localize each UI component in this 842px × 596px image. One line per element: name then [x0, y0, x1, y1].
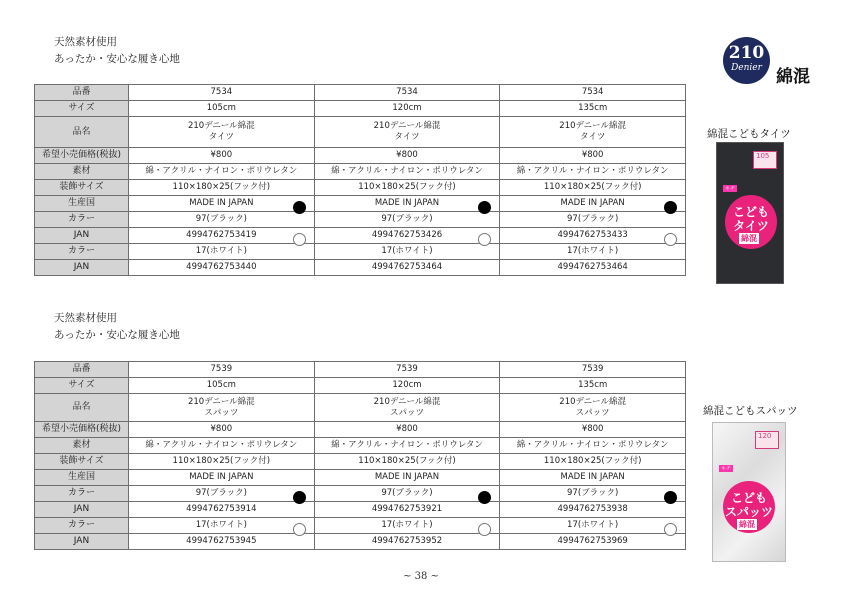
- cell-origin: [500, 196, 686, 212]
- cell-item-no: 7539: [314, 362, 500, 378]
- name-line1: 210デニール綿混: [187, 121, 255, 131]
- cell-color1: 97(ブラック): [314, 212, 500, 228]
- section1-spec-table: [34, 84, 686, 276]
- cell-size: 135cm: [500, 101, 686, 117]
- cell-jan1: [314, 228, 500, 244]
- row-packaging: [35, 180, 686, 196]
- cell-jan2: 4994762753969: [500, 534, 686, 550]
- row-price: [35, 422, 686, 438]
- row-jan1: [35, 502, 686, 518]
- cell-color1: [500, 486, 686, 502]
- row-name: [35, 117, 686, 148]
- cell-jan1: [500, 228, 686, 244]
- cell-material: 綿・アクリル・ナイロン・ポリウレタン: [314, 438, 500, 454]
- cell-name: [129, 117, 315, 148]
- cell-material: 綿・アクリル・ナイロン・ポリウレタン: [129, 438, 315, 454]
- row-item-no: [35, 85, 686, 101]
- label-material: 素材: [35, 438, 129, 454]
- cell-price: ¥800: [500, 148, 686, 164]
- cell-item-no: 7539: [500, 362, 686, 378]
- label-jan2: JAN: [35, 534, 129, 550]
- cell-jan2: 4994762753464: [314, 260, 500, 276]
- section1-intro-line2: あったか・安心な履き心地: [54, 53, 180, 65]
- label-color1: カラー: [35, 486, 129, 502]
- row-jan2: [35, 534, 686, 550]
- package-title3: 綿混: [739, 520, 755, 529]
- origin-text: MADE IN JAPAN: [189, 198, 254, 208]
- package-size-tag: 105: [753, 151, 777, 169]
- cell-jan1: 4994762753938: [500, 502, 686, 518]
- cell-packaging: 110×180×25(フック付): [500, 180, 686, 196]
- section2-product-image: [712, 422, 786, 562]
- cell-color2: [500, 518, 686, 534]
- cell-name: [500, 117, 686, 148]
- cell-name: [129, 394, 315, 422]
- package-logo: [723, 481, 775, 533]
- cell-color2: [129, 518, 315, 534]
- cell-jan2: 4994762753945: [129, 534, 315, 550]
- cell-color2: [314, 518, 500, 534]
- cell-color1: 97(ブラック): [500, 212, 686, 228]
- label-item-no: 品番: [35, 85, 129, 101]
- cell-origin: MADE IN JAPAN: [129, 470, 315, 486]
- cell-jan1: 4994762753921: [314, 502, 500, 518]
- cell-size: 135cm: [500, 378, 686, 394]
- cell-name: [314, 117, 500, 148]
- cell-price: ¥800: [314, 148, 500, 164]
- row-size: [35, 378, 686, 394]
- row-name: [35, 394, 686, 422]
- row-material: [35, 164, 686, 180]
- origin-text: MADE IN JAPAN: [374, 198, 440, 208]
- row-material: [35, 438, 686, 454]
- row-size: [35, 101, 686, 117]
- section2-intro: [54, 310, 180, 344]
- cell-origin: [314, 196, 500, 212]
- cell-size: 120cm: [314, 378, 500, 394]
- row-price: [35, 148, 686, 164]
- label-price: 希望小売価格(税抜): [35, 148, 129, 164]
- section1-product-image: [716, 142, 784, 284]
- label-item-no: 品番: [35, 362, 129, 378]
- package-size-tag: 120: [755, 431, 779, 449]
- page-number: ~ 38 ~: [403, 571, 439, 582]
- cell-material: 綿・アクリル・ナイロン・ポリウレタン: [129, 164, 315, 180]
- cell-packaging: 110×180×25(フック付): [314, 454, 500, 470]
- cell-color2: 17(ホワイト): [314, 244, 500, 260]
- package-brand: キチ: [721, 466, 732, 472]
- section1-intro: [54, 34, 180, 68]
- cell-material: 綿・アクリル・ナイロン・ポリウレタン: [500, 164, 686, 180]
- cell-name: [314, 394, 500, 422]
- label-color1: カラー: [35, 212, 129, 228]
- name-line1: 210デニール綿混: [187, 396, 255, 407]
- section2-intro-line2: あったか・安心な履き心地: [54, 329, 180, 341]
- cell-name: [500, 394, 686, 422]
- cell-origin: [129, 196, 315, 212]
- cell-size: 120cm: [314, 101, 500, 117]
- origin-text: MADE IN JAPAN: [560, 198, 625, 208]
- section2-spec-table: [34, 361, 686, 550]
- color-text: 97(ブラック): [195, 488, 247, 498]
- label-origin: 生産国: [35, 470, 129, 486]
- package-title1: こども: [730, 491, 767, 505]
- package-brand: キチ: [725, 186, 736, 192]
- row-color2: [35, 518, 686, 534]
- row-origin: [35, 196, 686, 212]
- label-packaging: 装飾サイズ: [35, 454, 129, 470]
- label-origin: 生産国: [35, 196, 129, 212]
- label-jan2: JAN: [35, 260, 129, 276]
- row-color2: [35, 244, 686, 260]
- jan-text: 4994762753426: [371, 230, 443, 240]
- row-item-no: [35, 362, 686, 378]
- cell-packaging: 110×180×25(フック付): [500, 454, 686, 470]
- row-color1: [35, 212, 686, 228]
- cell-item-no: 7534: [314, 85, 500, 101]
- jan-text: 4994762753419: [186, 230, 257, 240]
- name-line2: タイツ: [208, 132, 234, 142]
- cell-color1: [314, 486, 500, 502]
- name-line1: 210デニール綿混: [373, 121, 441, 131]
- label-color2: カラー: [35, 518, 129, 534]
- name-line2: タイツ: [394, 132, 420, 142]
- cell-jan2: 4994762753440: [129, 260, 315, 276]
- cell-price: ¥800: [500, 422, 686, 438]
- name-line2: スパッツ: [204, 407, 239, 418]
- label-price: 希望小売価格(税抜): [35, 422, 129, 438]
- cell-color2: 17(ホワイト): [129, 244, 315, 260]
- cell-color2: 17(ホワイト): [500, 244, 686, 260]
- color-text: 17(ホワイト): [195, 520, 247, 530]
- name-line1: 210デニール綿混: [559, 121, 627, 131]
- jan-text: 4994762753433: [557, 230, 628, 240]
- row-packaging: [35, 454, 686, 470]
- name-line2: スパッツ: [389, 407, 424, 418]
- denier-unit: Denier: [731, 63, 762, 73]
- package-title2: タイツ: [733, 219, 769, 233]
- cell-price: ¥800: [314, 422, 500, 438]
- cell-material: 綿・アクリル・ナイロン・ポリウレタン: [500, 438, 686, 454]
- row-jan2: [35, 260, 686, 276]
- cell-jan2: 4994762753464: [500, 260, 686, 276]
- package-title2: スパッツ: [724, 505, 773, 519]
- cell-price: ¥800: [129, 422, 315, 438]
- cell-item-no: 7539: [129, 362, 315, 378]
- row-origin: [35, 470, 686, 486]
- cell-packaging: 110×180×25(フック付): [314, 180, 500, 196]
- row-color1: [35, 486, 686, 502]
- denier-badge: [723, 37, 770, 84]
- cell-jan1: 4994762753914: [129, 502, 315, 518]
- package-title1: こども: [732, 205, 769, 219]
- cell-origin: MADE IN JAPAN: [500, 470, 686, 486]
- label-packaging: 装飾サイズ: [35, 180, 129, 196]
- color-text: 17(ホワイト): [381, 520, 433, 530]
- name-line1: 210デニール綿混: [373, 396, 441, 407]
- label-material: 素材: [35, 164, 129, 180]
- section1-intro-line1: 天然素材使用: [54, 36, 117, 48]
- cell-jan2: 4994762753952: [314, 534, 500, 550]
- cell-jan1: [129, 228, 315, 244]
- label-color2: カラー: [35, 244, 129, 260]
- name-line2: タイツ: [579, 132, 606, 142]
- color-text: 97(ブラック): [567, 488, 619, 498]
- label-size: サイズ: [35, 101, 129, 117]
- cell-packaging: 110×180×25(フック付): [129, 180, 315, 196]
- package-logo: [725, 195, 777, 249]
- package-title3: 綿混: [741, 234, 757, 243]
- cell-material: 綿・アクリル・ナイロン・ポリウレタン: [314, 164, 500, 180]
- cell-item-no: 7534: [129, 85, 315, 101]
- row-jan1: [35, 228, 686, 244]
- label-name: 品名: [35, 394, 129, 422]
- section1-product-label: 綿混こどもタイツ: [707, 128, 791, 140]
- label-name: 品名: [35, 117, 129, 148]
- cell-color1: 97(ブラック): [129, 212, 315, 228]
- cell-item-no: 7534: [500, 85, 686, 101]
- cell-size: 105cm: [129, 101, 315, 117]
- cell-price: ¥800: [129, 148, 315, 164]
- material-heading: 綿混: [776, 67, 810, 87]
- section2-product-label: 綿混こどもスパッツ: [703, 405, 798, 417]
- label-jan1: JAN: [35, 502, 129, 518]
- denier-number: 210: [728, 43, 765, 63]
- label-jan1: JAN: [35, 228, 129, 244]
- cell-color1: [129, 486, 315, 502]
- cell-size: 105cm: [129, 378, 315, 394]
- cell-origin: MADE IN JAPAN: [314, 470, 500, 486]
- label-size: サイズ: [35, 378, 129, 394]
- section2-intro-line1: 天然素材使用: [54, 312, 117, 324]
- cell-packaging: 110×180×25(フック付): [129, 454, 315, 470]
- name-line2: スパッツ: [575, 407, 610, 418]
- color-text: 17(ホワイト): [567, 520, 619, 530]
- color-text: 97(ブラック): [381, 488, 433, 498]
- name-line1: 210デニール綿混: [559, 396, 627, 407]
